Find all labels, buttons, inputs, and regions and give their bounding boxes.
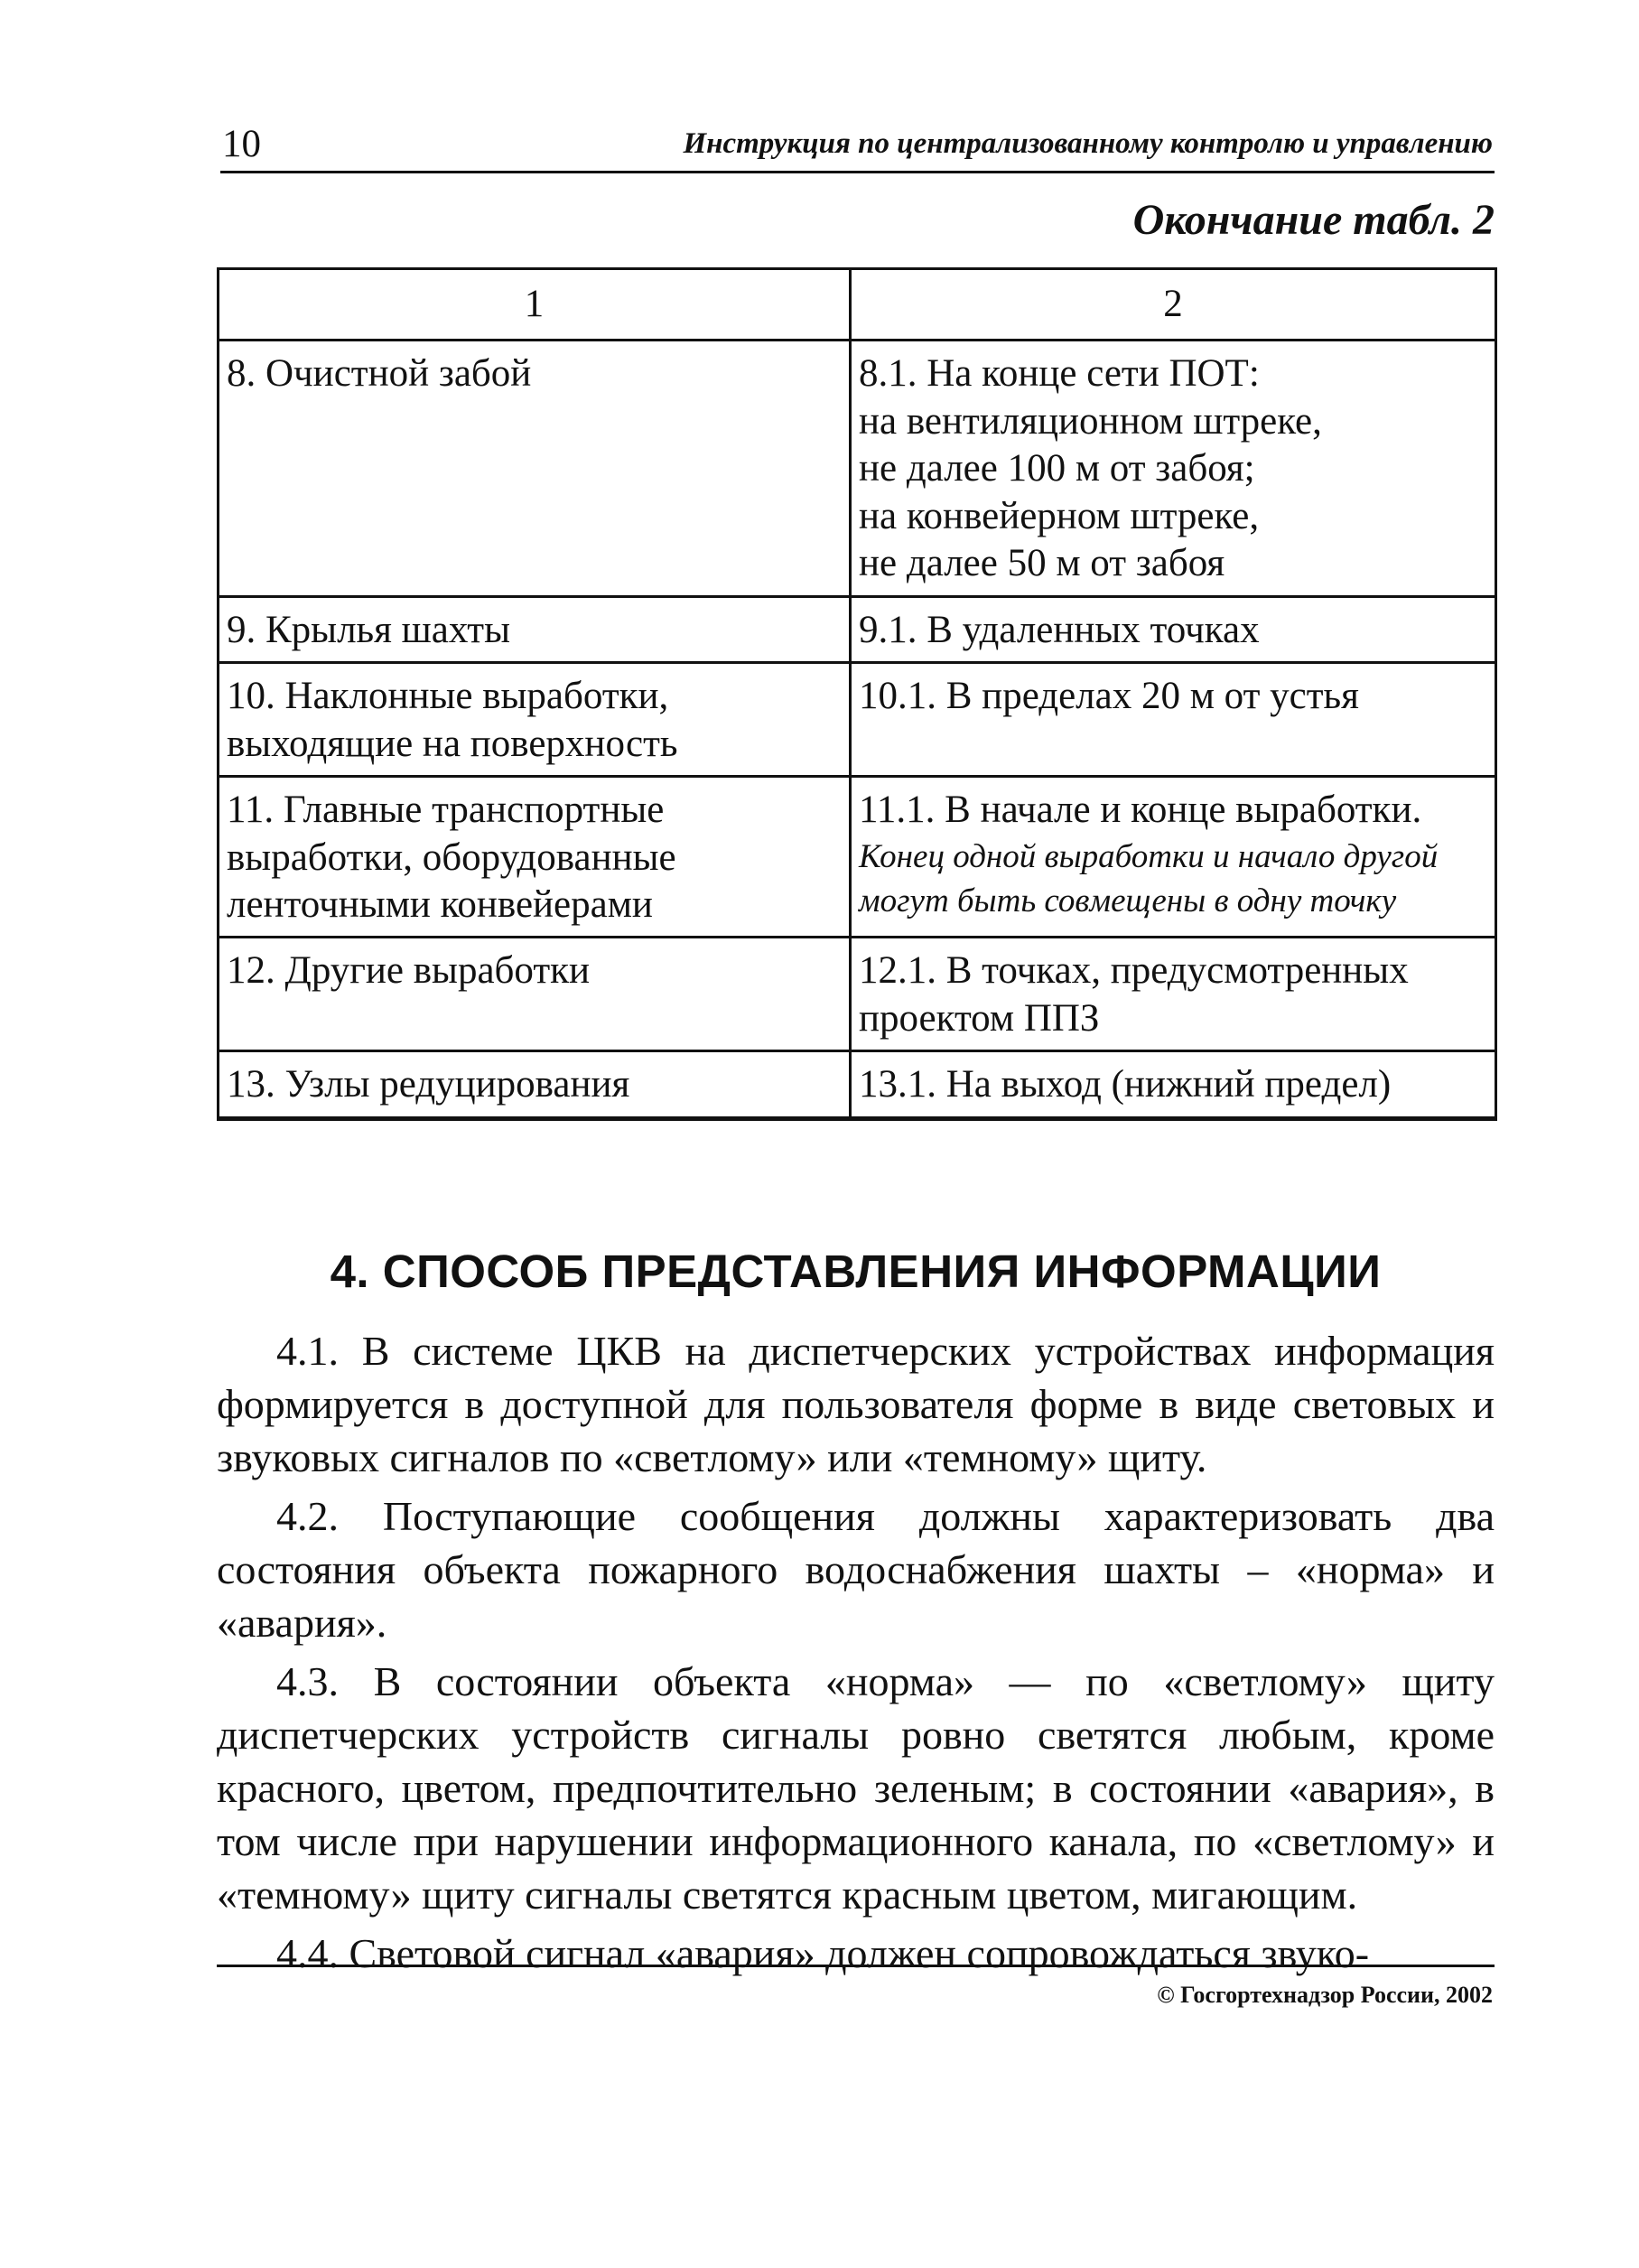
location-cell: 12.1. В точках, предусмотренных проектом ППЗ bbox=[851, 938, 1496, 1051]
column-header-1: 1 bbox=[219, 269, 851, 341]
location-cell bbox=[851, 777, 1496, 938]
column-header-2: 2 bbox=[851, 269, 1496, 341]
location-line: не далее 50 м от забоя bbox=[859, 542, 1225, 585]
running-title: Инструкция по централизованному контролю и управлению bbox=[683, 127, 1493, 160]
object-cell: 8. Очистной забой bbox=[219, 341, 851, 596]
table-row bbox=[219, 341, 1496, 596]
location-cell: 9.1. В удаленных точках bbox=[851, 596, 1496, 662]
section-body bbox=[217, 1324, 1495, 1985]
header-rule bbox=[220, 171, 1495, 173]
location-line: не далее 100 м от забоя; bbox=[859, 447, 1255, 490]
location-cell: 13.1. На выход (нижний предел) bbox=[851, 1051, 1496, 1118]
table-row bbox=[219, 596, 1496, 662]
table-row bbox=[219, 777, 1496, 938]
table-row bbox=[219, 1051, 1496, 1118]
location-line: на конвейерном штреке, bbox=[859, 494, 1260, 537]
paragraph-4-4: 4.4. Световой сигнал «авария» должен сопровождаться звуко- bbox=[276, 1930, 1370, 1976]
object-cell: 13. Узлы редуцирования bbox=[219, 1051, 851, 1118]
section-heading: 4. СПОСОБ ПРЕДСТАВЛЕНИЯ ИНФОРМАЦИИ bbox=[330, 1246, 1382, 1297]
table-row bbox=[219, 938, 1496, 1051]
object-cell: 11. Главные транспортные выработки, оборудованные ленточными конвейерами bbox=[219, 777, 851, 938]
footer-rule bbox=[217, 1965, 1495, 1967]
paragraph-4-3: 4.3. В состоянии объекта «норма» — по «светлому» щиту диспетчерских устройств сигналы ровно светятся любым, кроме красного, цветом, предпочтительно зеленым; в состоянии «авария», в том числе при нарушении информационного канала, по «светлому» и «темному» щиту сигналы светятся красным цветом, мигающим. bbox=[217, 1658, 1495, 1918]
table-row bbox=[219, 663, 1496, 777]
table-header-row bbox=[219, 269, 1496, 341]
placement-table bbox=[217, 267, 1497, 1121]
paragraph-4-2: 4.2. Поступающие сообщения должны характеризовать два состояния объекта пожарного водоснабжения шахты – «норма» и «авария». bbox=[217, 1493, 1495, 1646]
location-line: 8.1. На конце сети ПОТ: bbox=[859, 352, 1260, 396]
object-cell: 10. Наклонные выработки, выходящие на поверхность bbox=[219, 663, 851, 777]
location-note: Конец одной выработки и начало другой могут быть совмещены в одну точку bbox=[859, 837, 1439, 920]
location-cell: 10.1. В пределах 20 м от устья bbox=[851, 663, 1496, 777]
object-cell: 9. Крылья шахты bbox=[219, 596, 851, 662]
location-text: 11.1. В начале и конце выработки. bbox=[859, 789, 1422, 832]
copyright-notice: © Госгортехнадзор России, 2002 bbox=[1157, 1982, 1493, 2008]
location-line: на вентиляционном штреке, bbox=[859, 399, 1322, 443]
object-cell: 12. Другие выработки bbox=[219, 938, 851, 1051]
table-caption: Окончание табл. 2 bbox=[1132, 196, 1495, 244]
location-cell bbox=[851, 341, 1496, 596]
page-number: 10 bbox=[222, 123, 261, 165]
paragraph-4-1: 4.1. В системе ЦКВ на диспетчерских устройствах информация формируется в доступной для пользователя форме в виде световых и звуковых сигналов по «светлому» или «темному» щиту. bbox=[217, 1328, 1495, 1480]
